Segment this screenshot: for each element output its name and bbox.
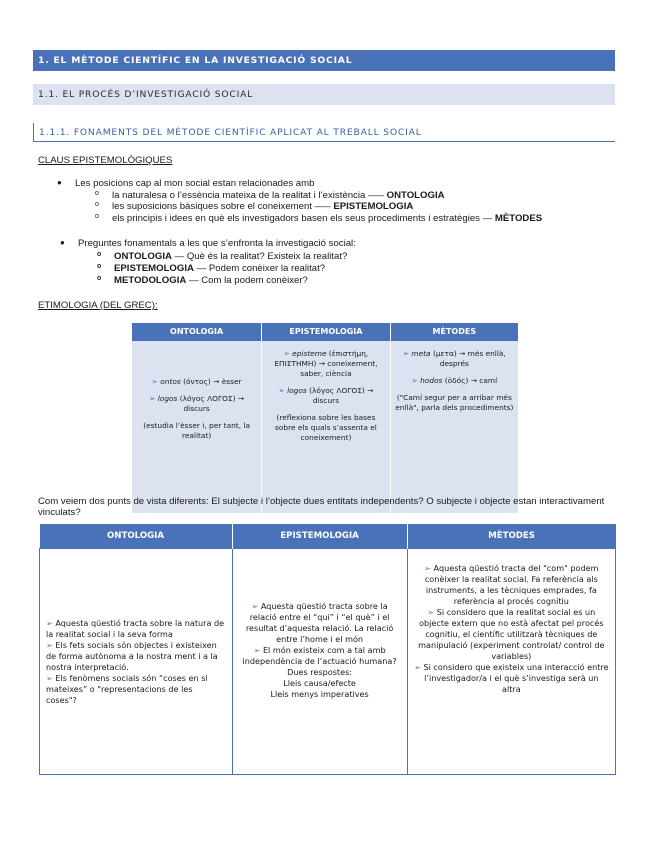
comp-cell-epistemologia: ➢ Aquesta qüestió tracta sobre la relació entre el “qui” i “el què” i el resultat d’aquesta relació. La relació entre l’home i el món ➢ El món existeix com a tal amb independència de l’actuació humana? Dues respostes: Lleis causa/efecte Lleis menys imperatives — [232, 549, 407, 775]
claus-item-1: la naturalesa o l’essència mateixa de la realitat i l’existència ––– ONTOLOGIA — [112, 190, 445, 201]
etymology-table — [132, 323, 518, 513]
arrow-bullet-icon: ➢ — [46, 672, 53, 683]
etym-cell-metodes: ➢ meta (μετα) → més enllà, després ➢ hodos (ὁδός) → camí ("Camí segur per a arribar més enllà", parla dels procediments) — [390, 341, 518, 513]
claus-intro: Les posicions cap al mon social estan relacionades amb — [75, 178, 315, 189]
circle-bullet-icon: o — [95, 190, 99, 197]
etimologia-title: ETIMOLOGIA (DEL GREC): — [38, 300, 158, 311]
right-arrow-icon: → — [213, 377, 220, 386]
right-arrow-icon: → — [237, 394, 245, 403]
etym-cell-ontologia: ➢ ontos (όντος) → èsser ➢ logos (λόγος ΛΟΓΟΣ) → discurs (estudia l’èsser i, per tant, la realitat) — [132, 341, 262, 513]
section-heading-1: 1. EL MÈTODE CIENTÍFIC EN LA INVESTIGACIÓ SOCIAL — [33, 50, 615, 71]
section-heading-1-1-1: 1.1.1. FONAMENTS DEL MÈTODE CIENTÍFIC APLICAT AL TREBALL SOCIAL — [33, 123, 615, 142]
comp-cell-metodes: ➢ Aquesta qüestió tracta del "com" podem conèixer la realitat social. Fa referència als instruments, a les tècniques emprades, fa referència al procés cognitiu ➢ Si considero que la realitat social es un objecte extern que no està afectat pel procés cognitiu, el científic utilitzarà tècniques de manipulació (experiment controlat/ control de variables) ➢ Si considero que existeix una interacció entre l’investigador/a i el què s’investiga serà un altra — [407, 549, 615, 775]
bullet-icon: ● — [57, 178, 62, 187]
comparison-intro: Com veiem dos punts de vista diferents: El subjecte i l’objecte dues entitats independents? O subjecte i objecte estan interactivament vinculats? — [38, 496, 605, 518]
right-arrow-icon: → — [318, 359, 325, 368]
circle-bullet-icon: o — [97, 263, 102, 270]
right-arrow-icon: → — [367, 386, 374, 395]
arrow-bullet-icon: ➢ — [278, 386, 285, 395]
claus-item-3: els principis i idees en què els investigadors basen els seus procediments i estratègies — MÈTODES — [112, 213, 543, 224]
section-heading-1-1: 1.1. EL PROCÉS D’INVESTIGACIÓ SOCIAL — [33, 84, 615, 105]
arrow-bullet-icon: ➢ — [251, 601, 259, 611]
question-ontologia: ONTOLOGIA — Què és la realitat? Existeix la realitat? — [114, 251, 348, 262]
arrow-bullet-icon: ➢ — [283, 349, 290, 358]
question-epistemologia: EPISTEMOLOGIA — Podem conèixer la realitat? — [114, 263, 326, 274]
question-metodologia: METODOLOGIA — Com la podem conèixer? — [114, 275, 308, 286]
arrow-bullet-icon: ➢ — [149, 394, 156, 403]
arrow-bullet-icon: ➢ — [414, 662, 421, 672]
right-arrow-icon: → — [459, 349, 466, 358]
comp-header-metodes: MÈTODES — [407, 524, 615, 549]
arrow-bullet-icon: ➢ — [151, 377, 158, 386]
questions-intro: Preguntes fonamentals a les que s’enfronta la investigació social: — [78, 238, 356, 249]
right-arrow-icon: → — [470, 376, 477, 385]
circle-bullet-icon: o — [97, 251, 102, 258]
etym-header-epistemologia: EPISTEMOLOGIA — [262, 323, 390, 341]
arrow-bullet-icon: ➢ — [253, 645, 261, 655]
claus-title: CLAUS EPISTEMOLÒGIQUES — [38, 155, 173, 166]
claus-item-2: les suposicions bàsiques sobre el coneixement ––– EPISTEMOLOGIA — [112, 201, 414, 212]
etym-header-ontologia: ONTOLOGIA — [132, 323, 262, 341]
arrow-bullet-icon: ➢ — [424, 563, 431, 573]
arrow-bullet-icon: ➢ — [46, 617, 53, 628]
arrow-bullet-icon: ➢ — [402, 349, 410, 358]
comp-header-epistemologia: EPISTEMOLOGIA — [232, 524, 407, 549]
comparison-table — [39, 524, 616, 775]
arrow-bullet-icon: ➢ — [427, 607, 435, 617]
arrow-bullet-icon: ➢ — [46, 639, 53, 650]
comp-header-ontologia: ONTOLOGIA — [40, 524, 233, 549]
circle-bullet-icon: o — [95, 213, 99, 220]
bullet-icon: ● — [60, 238, 65, 247]
etym-header-metodes: MÈTODES — [390, 323, 518, 341]
arrow-bullet-icon: ➢ — [411, 376, 418, 385]
comp-cell-ontologia: ➢ Aquesta qüestió tracta sobre la natura de la realitat social i la seva forma ➢ Els fets socials són objectes i existeixen de forma autònoma a la nostra ment i a la nostra interpretació. ➢ Els fenòmens socials són “coses en si mateixes” o "representacions de les coses"? — [40, 549, 233, 775]
circle-bullet-icon: o — [97, 275, 102, 282]
circle-bullet-icon: o — [95, 201, 99, 208]
etym-cell-epistemologia: ➢ episteme (ἐπιστήμη, ΕΠΙΣΤΗΜΗ) → coneixement, saber, ciència ➢ logos (λόγος ΛΟΓΟΣ) → discurs (reflexiona sobre les bases sobre els quals s’assenta el coneixement) — [262, 341, 390, 513]
